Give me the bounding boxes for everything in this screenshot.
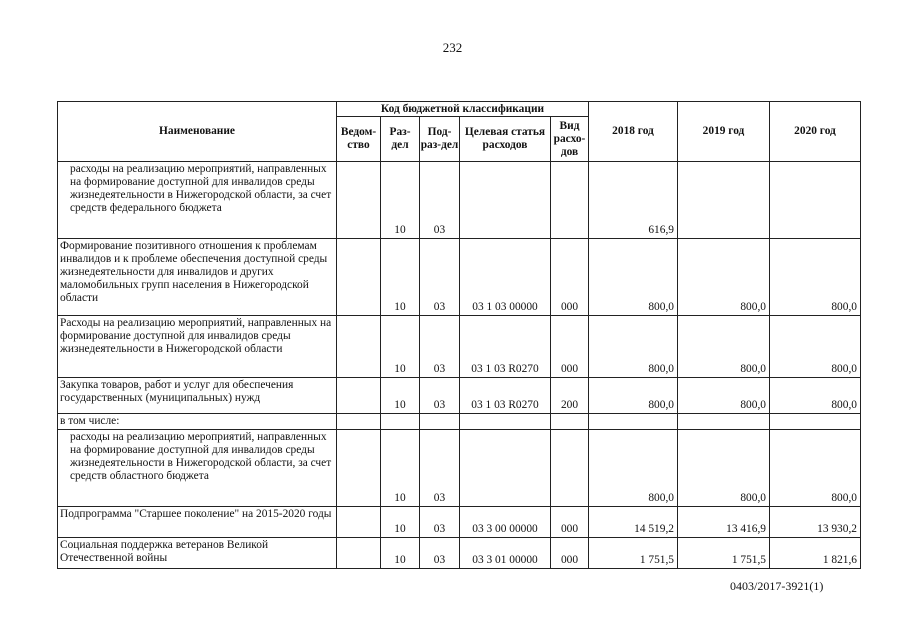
row-razdel: 10: [381, 162, 420, 239]
row-name: в том числе:: [58, 414, 337, 430]
row-razdel: 10: [381, 316, 420, 378]
row-2020: 800,0: [770, 430, 861, 507]
header-2018: 2018 год: [589, 102, 678, 162]
row-2020: 800,0: [770, 378, 861, 414]
row-2018: 800,0: [589, 239, 678, 316]
row-2020: 13 930,2: [770, 507, 861, 538]
row-2020: 1 821,6: [770, 538, 861, 569]
row-2019: 800,0: [678, 239, 770, 316]
row-2019: 1 751,5: [678, 538, 770, 569]
row-name: расходы на реализацию мероприятий, направленных на формирование доступной для инвалидов среды жизнедеятельности в Нижегородской области, за счет средств федерального бюджета: [58, 162, 337, 239]
row-2018: 800,0: [589, 430, 678, 507]
header-2019: 2019 год: [678, 102, 770, 162]
row-podrazdel: 03: [420, 239, 460, 316]
row-tselevaya: 03 1 03 R0270: [460, 378, 551, 414]
table-row: [58, 316, 861, 378]
row-razdel: 10: [381, 430, 420, 507]
row-name: расходы на реализацию мероприятий, направленных на формирование доступной для инвалидов среды жизнедеятельности в Нижегородской области, за счет средств областного бюджета: [58, 430, 337, 507]
row-name: Подпрограмма "Старшее поколение" на 2015-2020 годы: [58, 507, 337, 538]
row-2019: 800,0: [678, 316, 770, 378]
row-tselevaya: 03 3 00 00000: [460, 507, 551, 538]
row-2019: [678, 414, 770, 430]
row-tselevaya: [460, 162, 551, 239]
table-row: [58, 414, 861, 430]
row-name: Социальная поддержка ветеранов Великой Отечественной войны: [58, 538, 337, 569]
header-vid: Вид расхо-дов: [551, 117, 589, 162]
row-tselevaya: [460, 430, 551, 507]
header-podrazdel: Под-раз-дел: [420, 117, 460, 162]
row-tselevaya: 03 1 03 R0270: [460, 316, 551, 378]
row-vedom: [337, 430, 381, 507]
row-2018: 616,9: [589, 162, 678, 239]
row-podrazdel: [420, 414, 460, 430]
document-code: 0403/2017-3921(1): [730, 579, 824, 593]
table-row: [58, 378, 861, 414]
row-razdel: 10: [381, 507, 420, 538]
row-podrazdel: 03: [420, 430, 460, 507]
row-tselevaya: 03 1 03 00000: [460, 239, 551, 316]
row-tselevaya: 03 3 01 00000: [460, 538, 551, 569]
table-row: [58, 239, 861, 316]
header-name: Наименование: [58, 102, 337, 162]
row-2020: [770, 162, 861, 239]
row-vid: 000: [551, 507, 589, 538]
page-number: 232: [442, 40, 463, 55]
header-budget-code: Код бюджетной классификации: [337, 102, 589, 117]
row-razdel: 10: [381, 378, 420, 414]
row-podrazdel: 03: [420, 507, 460, 538]
budget-table: [57, 101, 861, 569]
row-vid: 000: [551, 239, 589, 316]
row-vid: [551, 430, 589, 507]
row-2019: 800,0: [678, 378, 770, 414]
row-2020: 800,0: [770, 316, 861, 378]
row-vedom: [337, 162, 381, 239]
row-razdel: 10: [381, 239, 420, 316]
header-2020: 2020 год: [770, 102, 861, 162]
row-podrazdel: 03: [420, 162, 460, 239]
row-podrazdel: 03: [420, 378, 460, 414]
row-vedom: [337, 316, 381, 378]
row-2019: 13 416,9: [678, 507, 770, 538]
header-razdel: Раз-дел: [381, 117, 420, 162]
row-vid: 000: [551, 316, 589, 378]
row-tselevaya: [460, 414, 551, 430]
table-row: [58, 430, 861, 507]
row-2019: [678, 162, 770, 239]
row-vedom: [337, 507, 381, 538]
row-name: Закупка товаров, работ и услуг для обеспечения государственных (муниципальных) нужд: [58, 378, 337, 414]
row-vid: [551, 162, 589, 239]
row-razdel: [381, 414, 420, 430]
row-podrazdel: 03: [420, 538, 460, 569]
row-vid: 200: [551, 378, 589, 414]
table-row: [58, 162, 861, 239]
row-name: Расходы на реализацию мероприятий, направленных на формирование доступной для инвалидов среды жизнедеятельности в Нижегородской области: [58, 316, 337, 378]
row-name: Формирование позитивного отношения к проблемам инвалидов и к проблеме обеспечения доступной среды жизнедеятельности для инвалидов и других маломобильных групп населения в Нижегородской области: [58, 239, 337, 316]
row-2018: 14 519,2: [589, 507, 678, 538]
row-2020: [770, 414, 861, 430]
row-2018: 800,0: [589, 316, 678, 378]
row-vedom: [337, 414, 381, 430]
row-vid: [551, 414, 589, 430]
header-vedom: Ведом-ство: [337, 117, 381, 162]
row-vedom: [337, 239, 381, 316]
table-row: [58, 538, 861, 569]
row-vedom: [337, 378, 381, 414]
table-row: [58, 507, 861, 538]
row-razdel: 10: [381, 538, 420, 569]
row-2020: 800,0: [770, 239, 861, 316]
row-vid: 000: [551, 538, 589, 569]
row-podrazdel: 03: [420, 316, 460, 378]
row-2018: [589, 414, 678, 430]
row-2018: 1 751,5: [589, 538, 678, 569]
row-vedom: [337, 538, 381, 569]
row-2019: 800,0: [678, 430, 770, 507]
header-tselevaya: Целевая статья расходов: [460, 117, 551, 162]
row-2018: 800,0: [589, 378, 678, 414]
